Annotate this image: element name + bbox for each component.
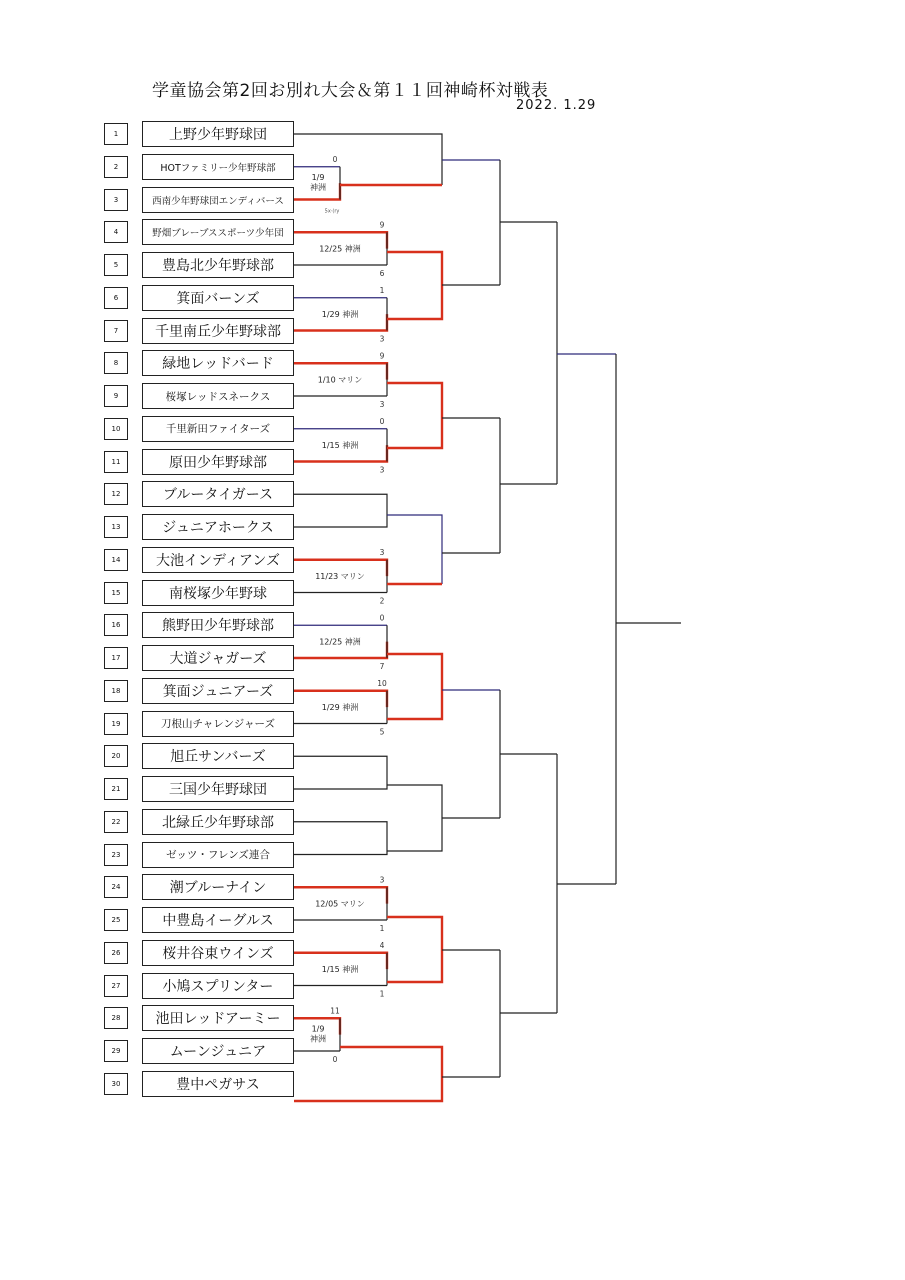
seed-number-27: 27 <box>104 975 128 997</box>
seed-number-6: 6 <box>104 287 128 309</box>
score-bottom-m6-7: 3 <box>379 334 385 344</box>
team-box-24: 潮ブルーナイン <box>142 874 294 900</box>
score-bottom-m28-29: 0 <box>332 1055 338 1064</box>
match-label-m6-7: 1/29 神洲 <box>321 310 359 320</box>
match-label-m18-19: 1/29 神洲 <box>321 703 359 713</box>
score-top-m14-15: 3 <box>379 547 385 557</box>
seed-number-21: 21 <box>104 778 128 800</box>
match-date-m28-29: 1/9 <box>311 1024 325 1034</box>
team-box-4: 野畑ブレーブススポーツ少年団 <box>142 219 294 245</box>
match-label-m24-25: 12/05 マリン <box>315 899 365 909</box>
seed-number-19: 19 <box>104 713 128 735</box>
team-box-29: ムーンジュニア <box>142 1038 294 1064</box>
team-box-14: 大池インディアンズ <box>142 547 294 573</box>
match-label-m26-27: 1/15 神洲 <box>321 965 359 975</box>
team-box-18: 箕面ジュニアーズ <box>142 678 294 704</box>
score-bottom-m4-5: 6 <box>379 269 385 278</box>
r2-e <box>387 654 442 719</box>
team-box-5: 豊島北少年野球部 <box>142 252 294 278</box>
score-bottom-m18-19: 5 <box>379 727 385 737</box>
match-date-m2-3: 1/9 <box>311 173 325 183</box>
seed-number-13: 13 <box>104 516 128 538</box>
team-box-30: 豊中ペガサス <box>142 1071 294 1097</box>
r2-h <box>294 1047 442 1101</box>
team-box-22: 北緑丘少年野球部 <box>142 809 294 835</box>
team-box-12: ブルータイガース <box>142 481 294 507</box>
seed-number-26: 26 <box>104 942 128 964</box>
seed-number-18: 18 <box>104 680 128 702</box>
team-box-6: 箕面バーンズ <box>142 285 294 311</box>
seed-number-7: 7 <box>104 320 128 342</box>
seed-number-5: 5 <box>104 254 128 276</box>
seed-number-2: 2 <box>104 156 128 178</box>
r2-b <box>387 252 442 319</box>
match-label-m8-9: 1/10 マリン <box>317 375 363 385</box>
seed-number-3: 3 <box>104 189 128 211</box>
score-bottom-m8-9: 3 <box>379 400 385 409</box>
r2-g <box>387 917 442 982</box>
seed-number-4: 4 <box>104 221 128 243</box>
seed-number-25: 25 <box>104 909 128 931</box>
team-box-27: 小鳩スプリンター <box>142 973 294 999</box>
team-box-25: 中豊島イーグルス <box>142 907 294 933</box>
seed-number-16: 16 <box>104 614 128 636</box>
match-line-m20-21 <box>294 756 387 789</box>
team-box-13: ジュニアホークス <box>142 514 294 540</box>
r2-f <box>387 785 442 851</box>
score-top-m28-29: 11 <box>330 1006 340 1016</box>
seed-number-24: 24 <box>104 876 128 898</box>
match-line-m22-23 <box>294 822 387 855</box>
score-top-m8-9: 9 <box>379 351 385 361</box>
match-label-m16-17: 12/25 神洲 <box>319 637 361 647</box>
match-venue-m2-3: 神洲 <box>310 183 326 193</box>
seed-number-12: 12 <box>104 483 128 505</box>
score-top-m4-5: 9 <box>379 220 385 230</box>
seed-number-10: 10 <box>104 418 128 440</box>
score-top-m16-17: 0 <box>379 613 385 623</box>
team-box-1: 上野少年野球団 <box>142 121 294 147</box>
team-box-16: 熊野田少年野球部 <box>142 612 294 638</box>
match-line-m12-13 <box>294 494 387 527</box>
team-box-2: HOTファミリー少年野球部 <box>142 154 294 180</box>
team-box-7: 千里南丘少年野球部 <box>142 318 294 344</box>
seed-number-22: 22 <box>104 811 128 833</box>
match-label-m4-5: 12/25 神洲 <box>319 244 361 254</box>
seed-number-29: 29 <box>104 1040 128 1062</box>
r2-c <box>387 383 442 448</box>
seed-number-14: 14 <box>104 549 128 571</box>
score-top-m10-11: 0 <box>379 416 385 426</box>
score-top-m26-27: 4 <box>379 940 385 950</box>
team-box-8: 緑地レッドバード <box>142 350 294 376</box>
seed-number-30: 30 <box>104 1073 128 1095</box>
team-box-9: 桜塚レッドスネークス <box>142 383 294 409</box>
page-title: 学童協会第2回お別れ大会＆第１１回神崎杯対戦表 <box>152 81 549 101</box>
score-top-m18-19: 10 <box>377 678 387 688</box>
team-box-11: 原田少年野球部 <box>142 449 294 475</box>
seed-number-17: 17 <box>104 647 128 669</box>
team-box-21: 三国少年野球団 <box>142 776 294 802</box>
match-label-m14-15: 11/23 マリン <box>315 572 365 582</box>
team-box-20: 旭丘サンバーズ <box>142 743 294 769</box>
r2-d-top <box>387 515 442 584</box>
score-top-m2-3: 0 <box>332 154 338 164</box>
seed-number-1: 1 <box>104 123 128 145</box>
match-venue-m28-29: 神洲 <box>310 1034 326 1044</box>
seed-number-23: 23 <box>104 844 128 866</box>
team-box-23: ゼッツ・フレンズ連合 <box>142 842 294 868</box>
team-box-17: 大道ジャガーズ <box>142 645 294 671</box>
match-label-m10-11: 1/15 神洲 <box>321 441 359 451</box>
team-box-28: 池田レッドアーミー <box>142 1005 294 1031</box>
team-box-10: 千里新田ファイターズ <box>142 416 294 442</box>
sheet-date: 2022. 1.29 <box>516 98 597 113</box>
seed-number-11: 11 <box>104 451 128 473</box>
seed-number-9: 9 <box>104 385 128 407</box>
seed-number-15: 15 <box>104 582 128 604</box>
score-bottom-m10-11: 3 <box>379 465 385 475</box>
team-box-19: 刀根山チャレンジャーズ <box>142 711 294 737</box>
score-bottom-m14-15: 2 <box>379 596 385 606</box>
team-box-15: 南桜塚少年野球 <box>142 580 294 606</box>
score-bottom-m16-17: 7 <box>379 662 385 671</box>
score-top-m24-25: 3 <box>379 875 385 885</box>
score-bottom-m24-25: 1 <box>379 924 385 933</box>
seed-number-8: 8 <box>104 352 128 374</box>
team-box-26: 桜井谷東ウインズ <box>142 940 294 966</box>
seed-number-28: 28 <box>104 1007 128 1029</box>
score-bottom-m26-27: 1 <box>379 989 385 999</box>
team-box-3: 西南少年野球団エンディバース <box>142 187 294 213</box>
seed-number-20: 20 <box>104 745 128 767</box>
score-top-m6-7: 1 <box>379 285 385 295</box>
match-note-m2-3: 5x·(ry <box>324 208 340 215</box>
